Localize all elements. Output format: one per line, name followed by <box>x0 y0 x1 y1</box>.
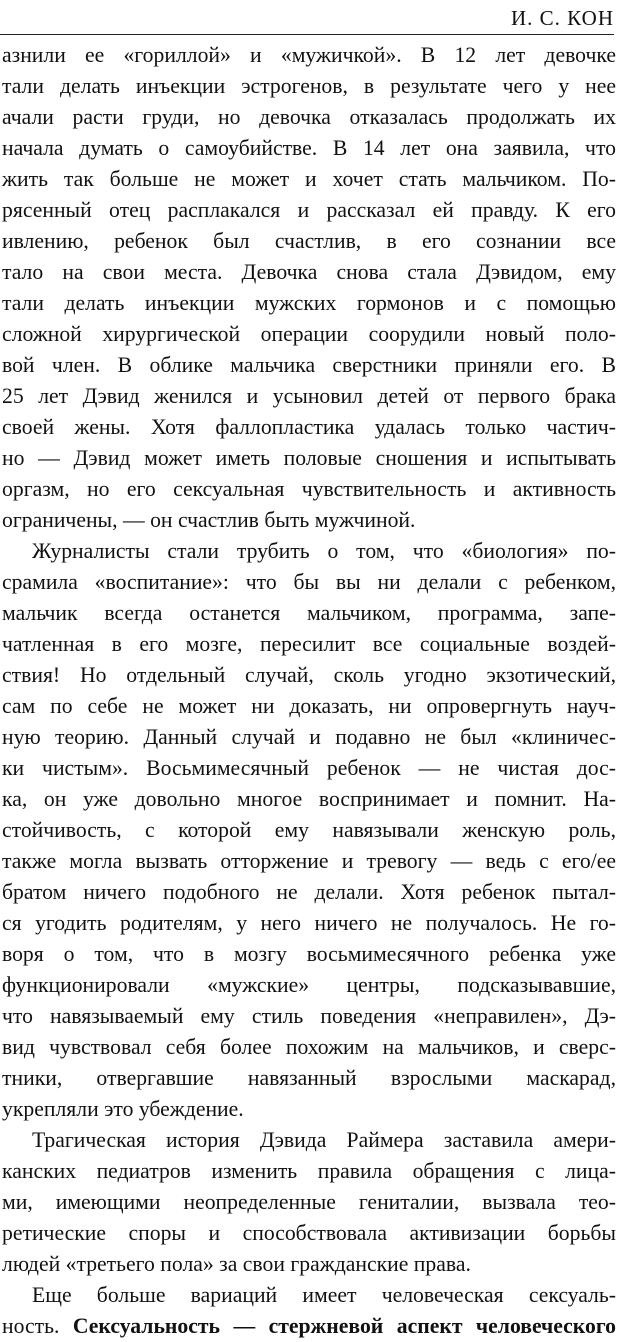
text-line: ретические споры и способствовала активизации борьбы <box>2 1221 616 1245</box>
text-line: сложной хирургической операции соорудили новый поло- <box>2 322 616 346</box>
running-title: И. С. КОН <box>511 6 614 30</box>
text-line: начала думать о самоубийстве. В 14 лет она заявила, что <box>2 136 616 160</box>
text-line: но — Дэвид может иметь половые сношения и испытывать <box>2 446 616 470</box>
body-text <box>2 40 616 1342</box>
text-line: ки чистым». Восьмимесячный ребенок — не чистая дос- <box>2 756 616 780</box>
text-line: людей «третьего пола» за свои гражданские права. <box>2 1252 471 1276</box>
text-line: ивлению, ребенок был счастлив, в его сознании все <box>2 229 616 253</box>
paragraph <box>2 1125 616 1280</box>
text-line: функционировали «мужские» центры, подсказывавшие, <box>2 973 616 997</box>
paragraph <box>2 536 616 1125</box>
text-line: укрепляли это убеждение. <box>2 1097 244 1121</box>
text-line: ствия! Но отдельный случай, сколь угодно экзотический, <box>2 663 616 687</box>
text-line: Еще больше вариаций имеет человеческая сексуаль- <box>32 1283 616 1307</box>
text-run: ность. <box>2 1314 60 1338</box>
running-header <box>0 4 614 35</box>
text-line: тали делать инъекции мужских гормонов и с помощью <box>2 291 616 315</box>
text-line: тники, отвергавшие навязанный взрослыми маскарад, <box>2 1066 616 1090</box>
text-line: жить так больше не может и хочет стать мальчиком. По- <box>2 167 616 191</box>
paragraph <box>2 40 616 536</box>
text-line: Журналисты стали трубить о том, что «биология» по- <box>32 539 616 563</box>
text-line: братом ничего подобного не делали. Хотя ребенок пытал- <box>2 880 616 904</box>
text-line: ачали расти груди, но девочка отказалась продолжать их <box>2 105 616 129</box>
text-line: что навязываемый ему стиль поведения «неправилен», Дэ- <box>2 1004 616 1028</box>
text-line: ную теорию. Данный случай и подавно не был «клиничес- <box>2 725 616 749</box>
text-line: тали делать инъекции эстрогенов, в результате чего у нее <box>2 74 616 98</box>
bold-term: Сексуальность — стержневой аспект человеческого <box>72 1314 616 1338</box>
text-line: 25 лет Дэвид женился и усыновил детей от первого брака <box>2 384 616 408</box>
text-line: рясенный отец расплакался и рассказал ей правду. К его <box>2 198 616 222</box>
text-line <box>2 1311 616 1342</box>
text-line: срамила «воспитание»: что бы вы ни делали с ребенком, <box>2 570 616 594</box>
text-line: также могла вызвать отторжение и тревогу — ведь с его/ее <box>2 849 616 873</box>
text-line: азнили ее «гориллой» и «мужичкой». В 12 лет девочке <box>2 43 616 67</box>
text-line: вой член. В облике мальчика сверстники приняли его. В <box>2 353 616 377</box>
text-line: ся угодить родителям, у него ничего не получалось. Не го- <box>2 911 616 935</box>
text-line: чатленная в его мозге, пересилит все социальные воздей- <box>2 632 616 656</box>
text-line: ка, он уже довольно многое воспринимает и помнит. На- <box>2 787 616 811</box>
text-line: тало на свои места. Девочка снова стала Дэвидом, ему <box>2 260 616 284</box>
text-line: ограничены, — он счастлив быть мужчиной. <box>2 508 416 532</box>
text-line: вид чувствовал себя более похожим на мальчиков, и сверс- <box>2 1035 616 1059</box>
text-line: мальчик всегда останется мальчиком, программа, запе- <box>2 601 616 625</box>
text-line: ми, имеющими неопределенные гениталии, вызвала тео- <box>2 1190 616 1214</box>
text-line: оргазм, но его сексуальная чувствительность и активность <box>2 477 616 501</box>
text-line: канских педиатров изменить правила обращения с лица- <box>2 1159 616 1183</box>
paragraph <box>2 1280 616 1342</box>
text-line: сам по себе не может ни доказать, ни опровергнуть науч- <box>2 694 616 718</box>
text-line: Трагическая история Дэвида Раймера заставила амери- <box>32 1128 616 1152</box>
text-line: стойчивость, с которой ему навязывали женскую роль, <box>2 818 616 842</box>
text-line: своей жены. Хотя фаллопластика удалась только частич- <box>2 415 616 439</box>
text-line: воря о том, что в мозгу восьмимесячного ребенка уже <box>2 942 616 966</box>
